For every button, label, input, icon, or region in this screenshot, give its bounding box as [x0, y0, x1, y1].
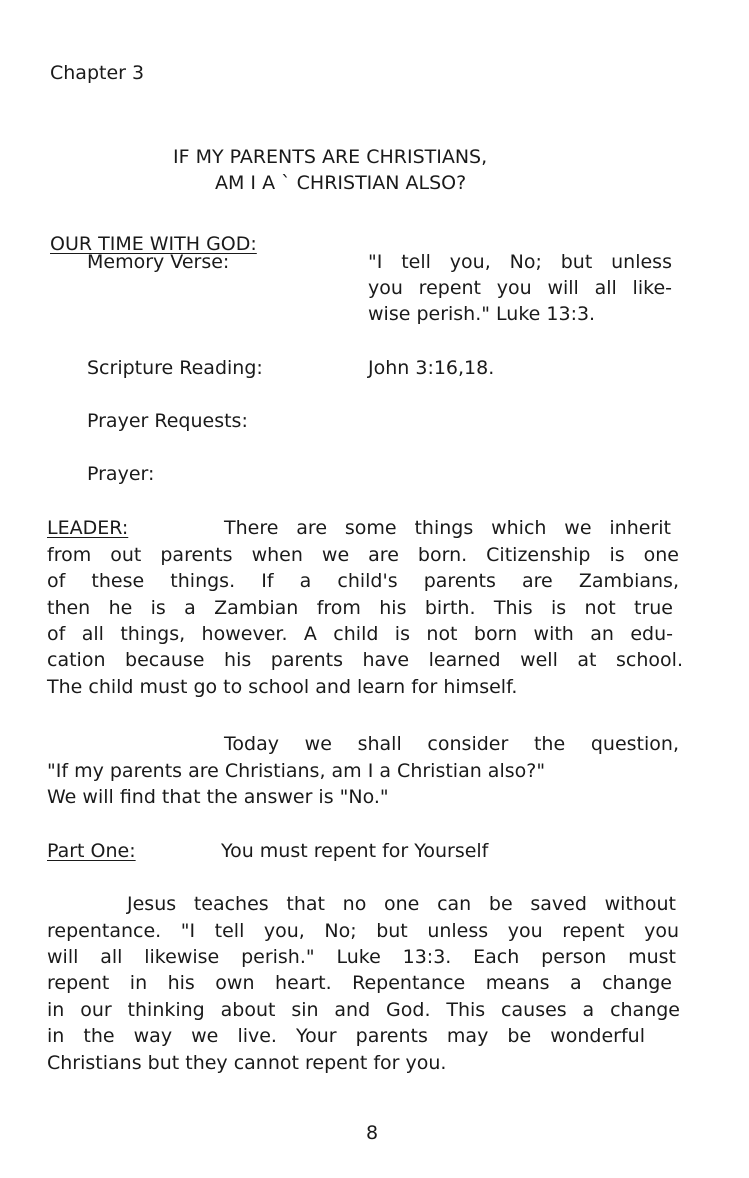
leader-paragraph-line: then he is a Zambian from his birth. This is not true [47, 597, 673, 619]
jesus-paragraph-line: in the way we live. Your parents may be wonderful [47, 1025, 645, 1047]
jesus-paragraph-line: repentance. "I tell you, No; but unless you repent you [47, 920, 679, 942]
leader-paragraph-line: of all things, however. A child is not born with an edu- [47, 623, 673, 645]
jesus-paragraph-line: will all likewise perish." Luke 13:3. Each person must [47, 946, 676, 968]
memory-verse-line: "I tell you, No; but unless [368, 251, 672, 273]
leader-paragraph-line: There are some things which we inherit [224, 517, 671, 539]
memory-verse-line: wise perish." Luke 13:3. [368, 303, 596, 325]
memory-verse-line: you repent you will all like- [368, 277, 672, 299]
scripture-reading-value: John 3:16,18. [368, 357, 495, 379]
today-paragraph-line: Today we shall consider the question, [224, 733, 679, 755]
jesus-paragraph-line: repent in his own heart. Repentance means a change [47, 972, 672, 994]
jesus-paragraph-line: Jesus teaches that no one can be saved without [127, 893, 676, 915]
part-one-title: You must repent for Yourself [221, 840, 489, 862]
chapter-title-line-1: IF MY PARENTS ARE CHRISTIANS, [173, 146, 488, 168]
section-heading: OUR TIME WITH GOD: [50, 233, 257, 255]
today-paragraph-line: "If my parents are Christians, am I a Christian also?" [47, 760, 546, 782]
memory-verse-label: Memory Verse: [87, 251, 230, 273]
jesus-paragraph-line: in our thinking about sin and God. This causes a change [47, 999, 680, 1021]
today-paragraph-line: We will find that the answer is "No." [47, 786, 389, 808]
leader-label: LEADER: [47, 517, 129, 539]
chapter-label: Chapter 3 [50, 62, 145, 84]
page-number: 8 [366, 1122, 379, 1144]
jesus-paragraph-line: Christians but they cannot repent for you. [47, 1052, 447, 1074]
prayer-requests-label: Prayer Requests: [87, 410, 248, 432]
leader-paragraph-line: of these things. If a child's parents are Zambians, [47, 570, 679, 592]
scripture-reading-label: Scripture Reading: [87, 357, 263, 379]
leader-paragraph-line: The child must go to school and learn for himself. [47, 676, 518, 698]
chapter-title-line-2: AM I A ` CHRISTIAN ALSO? [215, 172, 467, 194]
leader-paragraph-line: cation because his parents have learned well at school. [47, 649, 683, 671]
part-one-label: Part One: [47, 840, 136, 862]
prayer-label: Prayer: [87, 463, 155, 485]
leader-paragraph-line: from out parents when we are born. Citizenship is one [47, 544, 679, 566]
